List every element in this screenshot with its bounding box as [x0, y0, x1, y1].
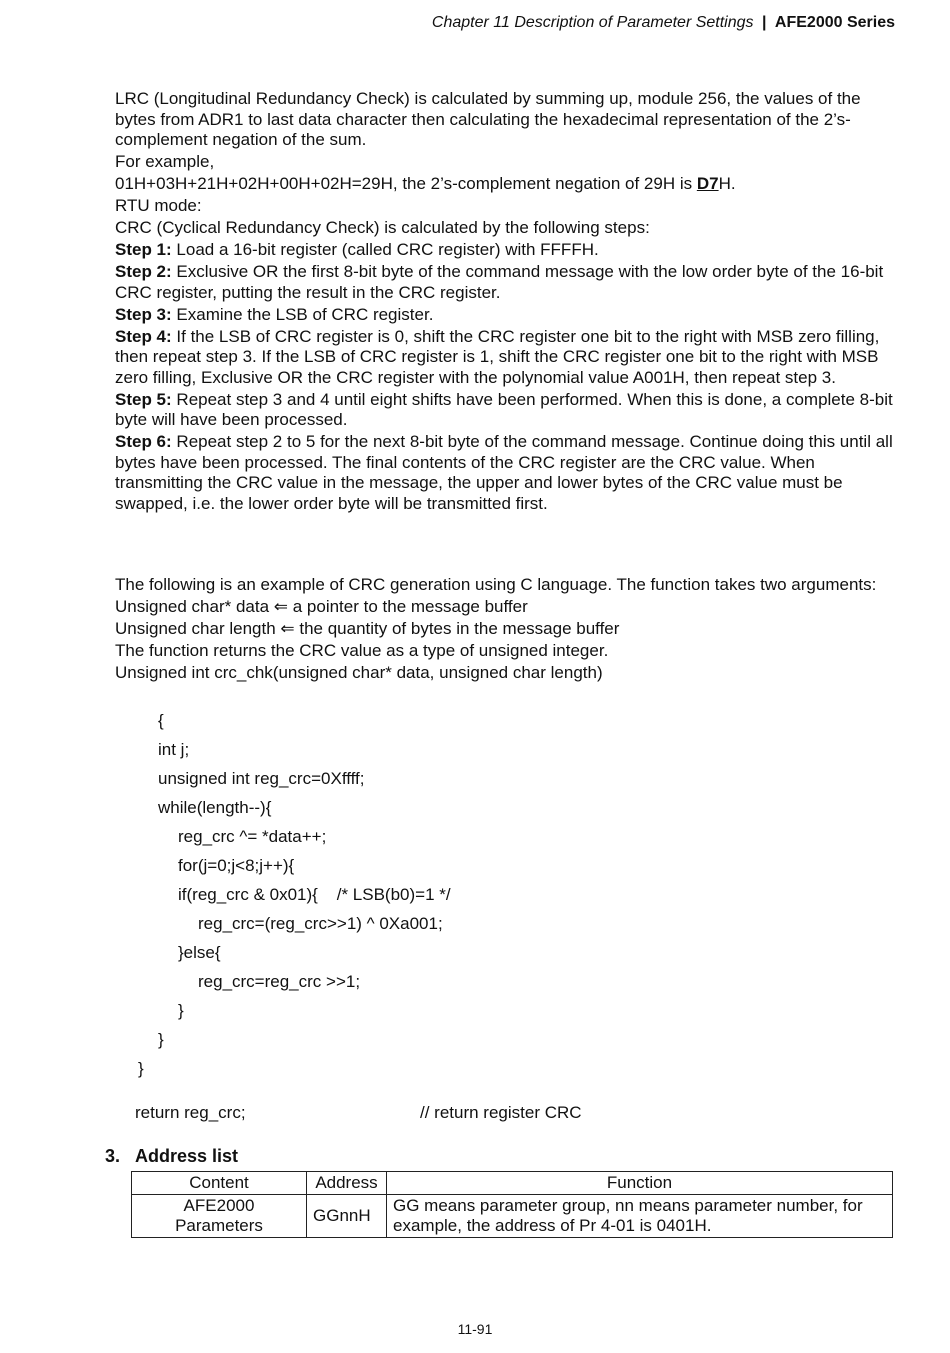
code-line: reg_crc=reg_crc >>1;: [198, 972, 361, 991]
table-row: [132, 1195, 893, 1238]
code-line: }: [178, 1001, 184, 1020]
step-text: Repeat step 2 to 5 for the next 8-bit byte of the command message. Continue doing this until all bytes have been processed. The final contents of the CRC register are the CRC value. When transmitting the CRC value in the message, the upper and lower bytes of the CRC value must be swapped, i.e. the lower order byte will be transmitted first.: [115, 432, 893, 513]
header-separator: |: [761, 14, 767, 31]
code-return: return reg_crc;: [135, 1103, 246, 1122]
c-example-arg-data: Unsigned char* data ⇐ a pointer to the message buffer: [115, 597, 528, 616]
address-list-heading: [105, 1146, 238, 1167]
page-header: [432, 14, 895, 32]
crc-step-1: [115, 240, 897, 261]
crc-step-2: [115, 262, 897, 303]
checksum-section: [115, 89, 897, 516]
lrc-description: LRC (Longitudinal Redundancy Check) is calculated by summing up, module 256, the values of the bytes from ADR1 to last data character then calculating the hexadecimal representation of the 2’s-complement negation of the sum.: [115, 89, 861, 149]
series-name: AFE2000 Series: [774, 14, 895, 31]
lrc-example-value: D7: [696, 174, 719, 193]
step-text: Load a 16-bit register (called CRC register) with FFFFH.: [171, 240, 599, 259]
lrc-example: [115, 174, 897, 195]
step-text: Examine the LSB of CRC register.: [171, 304, 434, 324]
header-function: Function: [387, 1172, 893, 1195]
c-example-intro: The following is an example of CRC generation using C language. The function takes two arguments:: [115, 575, 877, 594]
crc-intro: CRC (Cyclical Redundancy Check) is calculated by the following steps:: [115, 218, 650, 237]
table-header-row: [132, 1172, 893, 1195]
section-title: Address list: [135, 1146, 239, 1166]
code-line: if(reg_crc & 0x01){ /* LSB(b0)=1 */: [178, 885, 451, 904]
crc-step-5: [115, 390, 897, 431]
header-address: Address: [307, 1172, 387, 1195]
step-label: Step 3:: [115, 304, 172, 324]
section-number: 3.: [105, 1146, 121, 1166]
step-text: If the LSB of CRC register is 0, shift the CRC register one bit to the right with MSB zero filling, then repeat step 3. If the LSB of CRC register is 1, shift the CRC register one bit to the right with MSB zero filling, Exclusive OR the CRC register with the polynomial value A001H, then repeat step 3.: [115, 326, 880, 387]
step-label: Step 2:: [115, 262, 172, 281]
crc-step-3: [115, 305, 897, 326]
code-line: unsigned int reg_crc=0Xffff;: [158, 769, 365, 788]
page-number: 11-91: [457, 1321, 493, 1337]
step-label: Step 1:: [115, 240, 172, 259]
lrc-example-prefix: 01H+03H+21H+02H+00H+02H=29H, the 2’s-complement negation of 29H is: [115, 174, 697, 193]
lrc-example-suffix: H.: [718, 174, 736, 193]
cell-content: AFE2000 Parameters: [132, 1195, 307, 1238]
step-text: Repeat step 3 and 4 until eight shifts have been performed. When this is done, a complete 8-bit byte will have been processed.: [115, 389, 893, 429]
code-line: }: [138, 1059, 144, 1078]
address-table: [131, 1171, 893, 1238]
step-label: Step 6:: [115, 432, 172, 451]
step-label: Step 5:: [115, 389, 172, 409]
cell-address: GGnnH: [307, 1195, 387, 1238]
rtu-mode-label: RTU mode:: [115, 196, 202, 215]
chapter-title: Chapter 11 Description of Parameter Settings: [431, 14, 754, 31]
code-line: while(length--){: [158, 798, 272, 817]
code-line: int j;: [158, 740, 190, 759]
c-example-arg-length: Unsigned char length ⇐ the quantity of bytes in the message buffer: [115, 619, 620, 638]
cell-function: GG means parameter group, nn means parameter number, for example, the address of Pr 4-01 is 0401H.: [387, 1195, 893, 1238]
code-return-comment: // return register CRC: [420, 1103, 582, 1122]
header-content: Content: [132, 1172, 307, 1195]
lrc-for-example: For example,: [115, 152, 215, 171]
c-example-section: [115, 575, 897, 685]
code-line: {: [158, 711, 164, 730]
step-label: Step 4:: [115, 326, 172, 346]
step-text: Exclusive OR the first 8-bit byte of the command message with the low order byte of the 16-bit CRC register, putting the result in the CRC register.: [115, 262, 884, 302]
c-example-returns: The function returns the CRC value as a type of unsigned integer.: [115, 641, 609, 660]
code-line: for(j=0;j<8;j++){: [178, 856, 295, 875]
code-line: }: [158, 1030, 164, 1049]
crc-step-6: [115, 432, 897, 514]
code-line: reg_crc ^= *data++;: [178, 827, 327, 846]
crc-step-4: [115, 327, 897, 389]
code-line: reg_crc=(reg_crc>>1) ^ 0Xa001;: [198, 914, 443, 933]
c-function-signature: Unsigned int crc_chk(unsigned char* data, unsigned char length): [115, 663, 603, 682]
code-line: }else{: [178, 943, 221, 962]
